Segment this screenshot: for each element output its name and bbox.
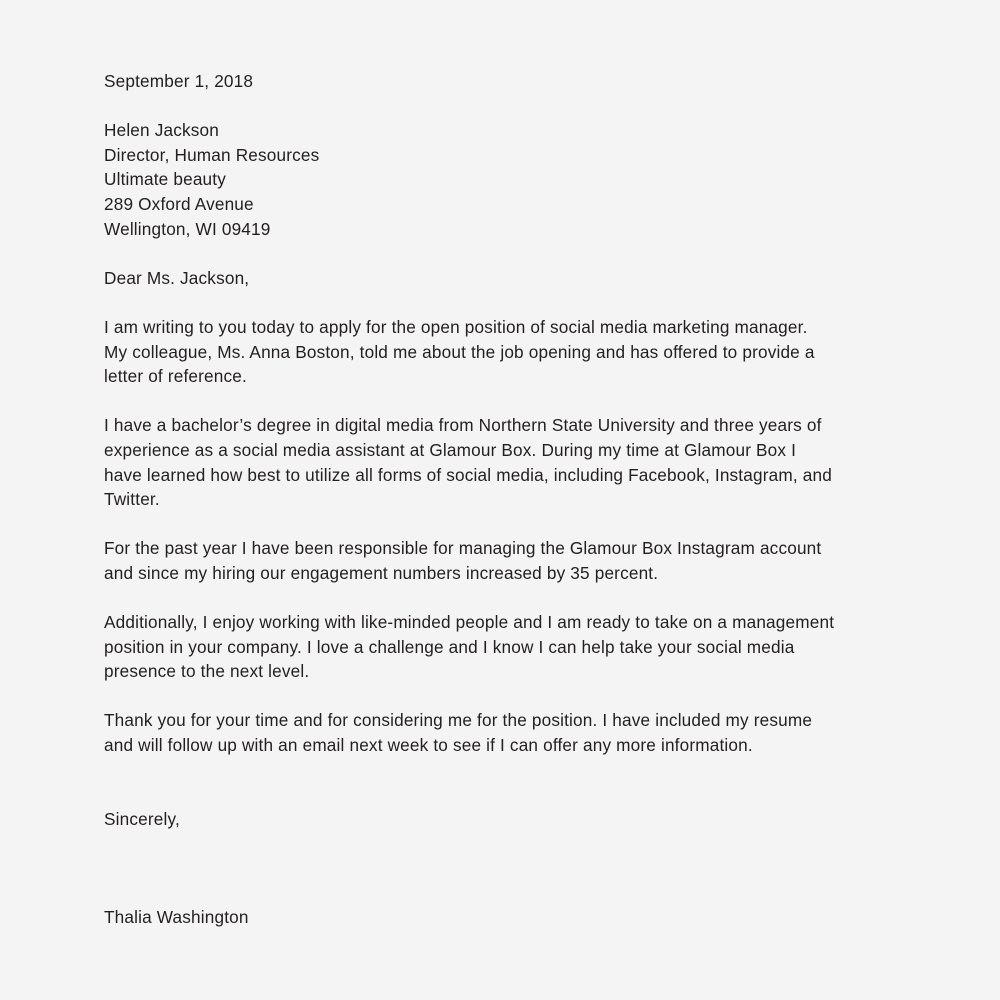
recipient-city-state-zip: Wellington, WI 09419	[104, 218, 271, 239]
paragraph-1-line-1: I am writing to you today to apply for the open position of social media marketing manager.	[104, 316, 808, 337]
paragraph-5-line-2: and will follow up with an email next week to see if I can offer any more information.	[104, 735, 753, 756]
paragraph-3-line-2: and since my hiring our engagement numbers increased by 35 percent.	[104, 562, 659, 583]
salutation: Dear Ms. Jackson,	[104, 267, 250, 288]
paragraph-1-line-3: letter of reference.	[104, 366, 247, 387]
paragraph-4	[104, 610, 894, 684]
paragraph-3-line-1: For the past year I have been responsible for managing the Glamour Box Instagram account	[104, 538, 822, 559]
recipient-name: Helen Jackson	[104, 120, 219, 141]
letter-date: September 1, 2018	[104, 71, 254, 91]
paragraph-3	[104, 536, 894, 585]
paragraph-2	[104, 413, 894, 511]
paragraph-1	[104, 315, 894, 389]
paragraph-2-line-3: have learned how best to utilize all forms of social media, including Facebook, Instagram, and	[104, 464, 832, 485]
paragraph-4-line-1: Additionally, I enjoy working with like-minded people and I am ready to take on a management	[104, 612, 835, 633]
paragraph-1-line-2: My colleague, Ms. Anna Boston, told me about the job opening and has offered to provide a	[104, 341, 815, 362]
closing: Sincerely,	[104, 808, 180, 829]
paragraph-2-line-1: I have a bachelor’s degree in digital media from Northern State University and three years of	[104, 415, 822, 436]
paragraph-2-line-4: Twitter.	[104, 489, 160, 510]
paragraph-5	[104, 708, 894, 757]
letter-body	[104, 69, 894, 930]
signature-name: Thalia Washington	[104, 907, 249, 928]
recipient-company: Ultimate beauty	[104, 169, 226, 190]
recipient-street: 289 Oxford Avenue	[104, 193, 254, 214]
paragraph-4-line-2: position in your company. I love a challenge and I know I can help take your social media	[104, 636, 795, 657]
paragraph-5-line-1: Thank you for your time and for considering me for the position. I have included my resume	[104, 710, 813, 731]
recipient-title: Director, Human Resources	[104, 144, 320, 165]
paragraph-4-line-3: presence to the next level.	[104, 661, 310, 682]
paragraph-2-line-2: experience as a social media assistant at Glamour Box. During my time at Glamour Box I	[104, 439, 797, 460]
recipient-address-block	[104, 118, 894, 241]
